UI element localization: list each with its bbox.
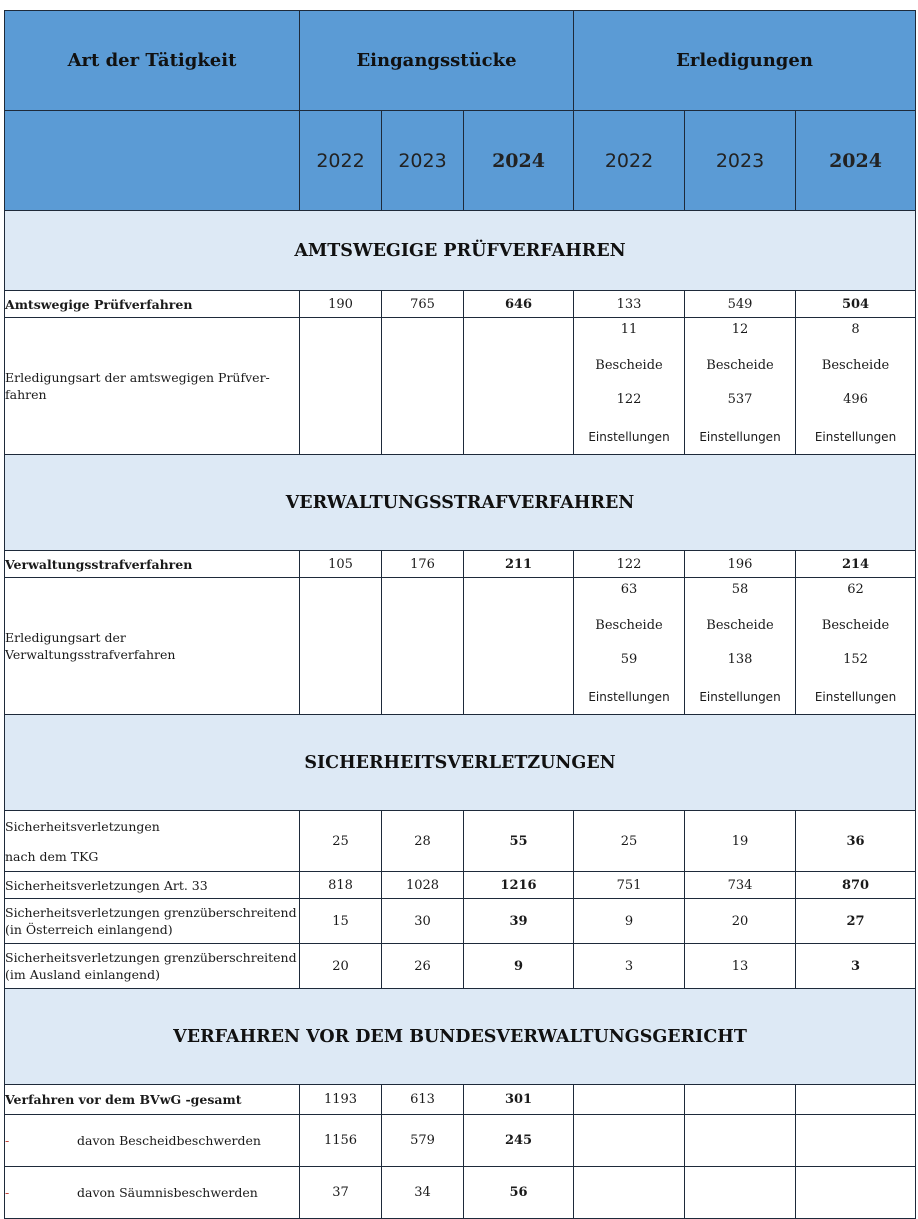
table-cell: 751 — [574, 872, 685, 899]
cell-count: 11 — [620, 322, 638, 337]
empty-cell — [464, 318, 574, 455]
year-header: 2022 — [574, 111, 685, 211]
table-cell: 646 — [464, 291, 574, 318]
row-label — [5, 899, 300, 944]
table-cell: 734 — [685, 872, 796, 899]
table-cell: 190 — [300, 291, 382, 318]
table-cell: 26 — [382, 944, 464, 989]
section-title: SICHERHEITSVERLETZUNGEN — [5, 715, 916, 811]
table-cell: 25 — [300, 811, 382, 872]
table-cell: 1028 — [382, 872, 464, 899]
empty-cell — [574, 1167, 685, 1219]
table-cell: 56 — [464, 1167, 574, 1219]
table-cell: 579 — [382, 1115, 464, 1167]
row-label-text: davon Bescheidbeschwerden — [77, 1133, 261, 1148]
table-cell — [685, 318, 796, 455]
table-cell — [685, 578, 796, 715]
cell-type: Bescheide — [706, 618, 774, 633]
section-title: VERFAHREN VOR DEM BUNDESVERWALTUNGSGERICHT — [5, 989, 916, 1085]
list-dash: - — [5, 1133, 10, 1148]
cell-count: 8 — [851, 322, 860, 337]
row-label-line: nach dem TKG — [5, 848, 99, 864]
table-cell: 34 — [382, 1167, 464, 1219]
table-cell: 211 — [464, 551, 574, 578]
table-cell — [796, 318, 916, 455]
section-title: VERWALTUNGSSTRAFVERFAHREN — [5, 455, 916, 551]
empty-cell — [685, 1085, 796, 1115]
cell-type: Einstellungen — [699, 690, 781, 704]
cell-count: 122 — [616, 392, 642, 407]
cell-count: 12 — [731, 322, 749, 337]
table-cell: 9 — [574, 899, 685, 944]
row-label: Verwaltungsstrafverfahren — [5, 551, 300, 578]
table-cell: 20 — [685, 899, 796, 944]
table-cell: 13 — [685, 944, 796, 989]
header-incoming: Eingangsstücke — [300, 11, 574, 111]
cell-type: Bescheide — [821, 618, 890, 633]
row-label — [5, 1115, 300, 1167]
table-cell: 55 — [464, 811, 574, 872]
table-cell: 9 — [464, 944, 574, 989]
table-cell: 30 — [382, 899, 464, 944]
cell-type: Bescheide — [821, 358, 890, 373]
row-label: Verfahren vor dem BVwG -gesamt — [5, 1085, 300, 1115]
year-header: 2024 — [796, 111, 916, 211]
table-cell: 133 — [574, 291, 685, 318]
empty-cell — [300, 318, 382, 455]
list-dash: - — [5, 1185, 10, 1200]
table-cell — [796, 578, 916, 715]
year-header: 2024 — [464, 111, 574, 211]
empty-cell — [382, 318, 464, 455]
statistics-table — [4, 10, 916, 1219]
cell-type: Einstellungen — [588, 690, 670, 704]
row-label: Sicherheitsverletzungen Art. 33 — [5, 872, 300, 899]
table-cell: 25 — [574, 811, 685, 872]
empty-cell — [796, 1115, 916, 1167]
empty-cell — [796, 1085, 916, 1115]
table-cell: 19 — [685, 811, 796, 872]
table-cell: 1156 — [300, 1115, 382, 1167]
cell-count: 63 — [620, 582, 638, 597]
cell-count: 537 — [727, 392, 753, 407]
row-label-line: Sicherheitsverletzungen grenzüberschreitend — [5, 905, 297, 920]
table-cell: 3 — [574, 944, 685, 989]
header-blank — [5, 111, 300, 211]
table-cell — [574, 318, 685, 455]
empty-cell — [574, 1085, 685, 1115]
table-cell: 3 — [796, 944, 916, 989]
table-cell: 301 — [464, 1085, 574, 1115]
cell-type: Bescheide — [706, 358, 774, 373]
row-label: Erledigungsart der amtswegigen Prüfver-fahren — [5, 318, 300, 455]
empty-cell — [685, 1115, 796, 1167]
table-cell: 196 — [685, 551, 796, 578]
table-cell: 105 — [300, 551, 382, 578]
cell-type: Einstellungen — [814, 430, 897, 444]
row-label: Amtswegige Prüfverfahren — [5, 291, 300, 318]
cell-type: Bescheide — [595, 618, 663, 633]
cell-type: Bescheide — [595, 358, 663, 373]
row-label — [5, 811, 300, 872]
table-cell: 15 — [300, 899, 382, 944]
table-cell: 549 — [685, 291, 796, 318]
cell-count: 62 — [847, 582, 864, 597]
cell-count: 496 — [843, 392, 868, 407]
row-label-line: Sicherheitsverletzungen grenzüberschreitend — [5, 950, 297, 965]
header-activity: Art der Tätigkeit — [5, 11, 300, 111]
row-label-line: (im Ausland einlangend) — [5, 967, 160, 982]
table-cell: 28 — [382, 811, 464, 872]
empty-cell — [300, 578, 382, 715]
empty-cell — [464, 578, 574, 715]
cell-count: 138 — [727, 652, 753, 667]
row-label-line: (in Österreich einlangend) — [5, 922, 173, 937]
cell-count: 59 — [620, 652, 638, 667]
table-cell: 1216 — [464, 872, 574, 899]
cell-type: Einstellungen — [699, 430, 781, 444]
header-done: Erledigungen — [574, 11, 916, 111]
table-cell: 870 — [796, 872, 916, 899]
cell-count: 58 — [731, 582, 749, 597]
table-cell: 27 — [796, 899, 916, 944]
table-cell: 765 — [382, 291, 464, 318]
table-cell: 176 — [382, 551, 464, 578]
section-title: AMTSWEGIGE PRÜFVERFAHREN — [5, 211, 916, 291]
row-label — [5, 944, 300, 989]
row-label — [5, 1167, 300, 1219]
table-cell — [574, 578, 685, 715]
row-label-line: Sicherheitsverletzungen — [5, 818, 160, 834]
cell-type: Einstellungen — [814, 690, 897, 704]
empty-cell — [382, 578, 464, 715]
table-cell: 214 — [796, 551, 916, 578]
table-cell: 818 — [300, 872, 382, 899]
empty-cell — [685, 1167, 796, 1219]
year-header: 2023 — [382, 111, 464, 211]
row-label-text: davon Säumnisbeschwerden — [77, 1185, 258, 1200]
cell-type: Einstellungen — [588, 430, 670, 444]
table-cell: 504 — [796, 291, 916, 318]
table-cell: 36 — [796, 811, 916, 872]
empty-cell — [796, 1167, 916, 1219]
table-cell: 1193 — [300, 1085, 382, 1115]
table-cell: 245 — [464, 1115, 574, 1167]
table-cell: 37 — [300, 1167, 382, 1219]
table-cell: 20 — [300, 944, 382, 989]
year-header: 2022 — [300, 111, 382, 211]
cell-count: 152 — [843, 652, 868, 667]
row-label: Erledigungsart der Verwaltungsstrafverfahren — [5, 578, 300, 715]
table-cell: 122 — [574, 551, 685, 578]
empty-cell — [574, 1115, 685, 1167]
table-cell: 39 — [464, 899, 574, 944]
year-header: 2023 — [685, 111, 796, 211]
table-cell: 613 — [382, 1085, 464, 1115]
